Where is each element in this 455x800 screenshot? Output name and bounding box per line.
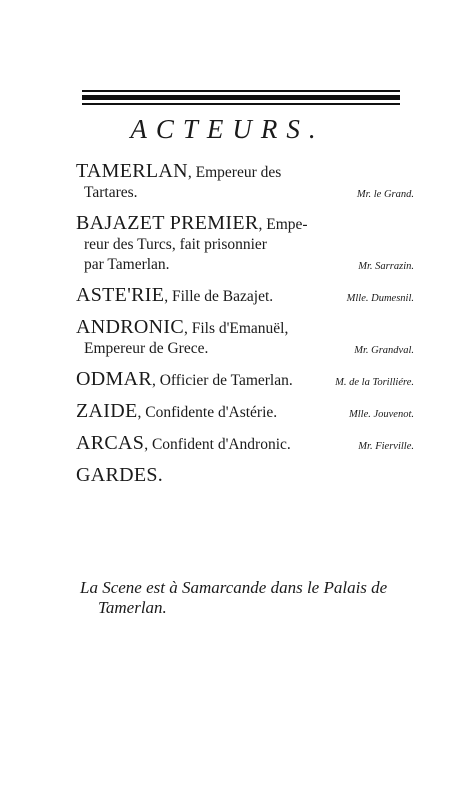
role-name: BAJAZET PREMIER [76, 212, 259, 234]
actor-name: M. de la Torilliére. [335, 377, 414, 388]
page-title: ACTEURS. [130, 114, 325, 144]
role-description: , Fils d'Emanuël, [183, 320, 289, 337]
cast-entry-odmar [76, 368, 416, 391]
role-description: reur des Turcs, fait prisonnier [84, 236, 267, 253]
cast-list [76, 160, 416, 495]
role-description: , Confident d'Andronic. [144, 436, 291, 453]
actor-name: Mr. Grandval. [354, 345, 414, 356]
role-name: ASTE'RIE [76, 284, 165, 306]
rule-bottom [82, 103, 400, 105]
role-description: , Confidente d'Astérie. [137, 404, 278, 421]
cast-entry-arcas [76, 432, 416, 455]
role-name: ZAIDE [76, 400, 138, 422]
role-description: , Fille de Bazajet. [164, 288, 274, 305]
actor-name: Mlle. Jouvenot. [348, 409, 414, 420]
role-name: GARDES. [76, 464, 164, 486]
role-description: , Officier de Tamerlan. [151, 372, 293, 389]
role-description: Empereur de Grece. [84, 340, 209, 357]
actor-name: Mr. Fierville. [358, 441, 414, 452]
role-description: Tartares. [84, 184, 138, 201]
role-description: , Empereur des [187, 164, 282, 181]
scene-note-line: Tamerlan. [98, 598, 167, 617]
scene-note-line: La Scene est à Samarcande dans le Palais de [80, 578, 388, 597]
role-description: par Tamerlan. [84, 256, 170, 273]
cast-entry-asterie [76, 284, 416, 307]
cast-entry-zaide [76, 400, 416, 423]
role-description: , Empe- [258, 216, 308, 233]
role-name: ANDRONIC [76, 316, 184, 338]
actor-name: Mlle. Dumesnil. [346, 293, 414, 304]
cast-entry-tamerlan [76, 160, 416, 203]
scene-note [80, 578, 440, 618]
cast-entry-gardes [76, 464, 416, 486]
rule-top [82, 90, 400, 92]
role-name: TAMERLAN [76, 160, 188, 182]
header-rule [82, 90, 400, 105]
cast-entry-andronic [76, 316, 416, 359]
rule-middle [82, 95, 400, 100]
cast-entry-bajazet [76, 212, 416, 275]
actor-name: Mr. Sarrazin. [358, 261, 414, 272]
role-name: ARCAS [76, 432, 145, 454]
actor-name: Mr. le Grand. [356, 189, 414, 200]
role-name: ODMAR [76, 368, 152, 390]
